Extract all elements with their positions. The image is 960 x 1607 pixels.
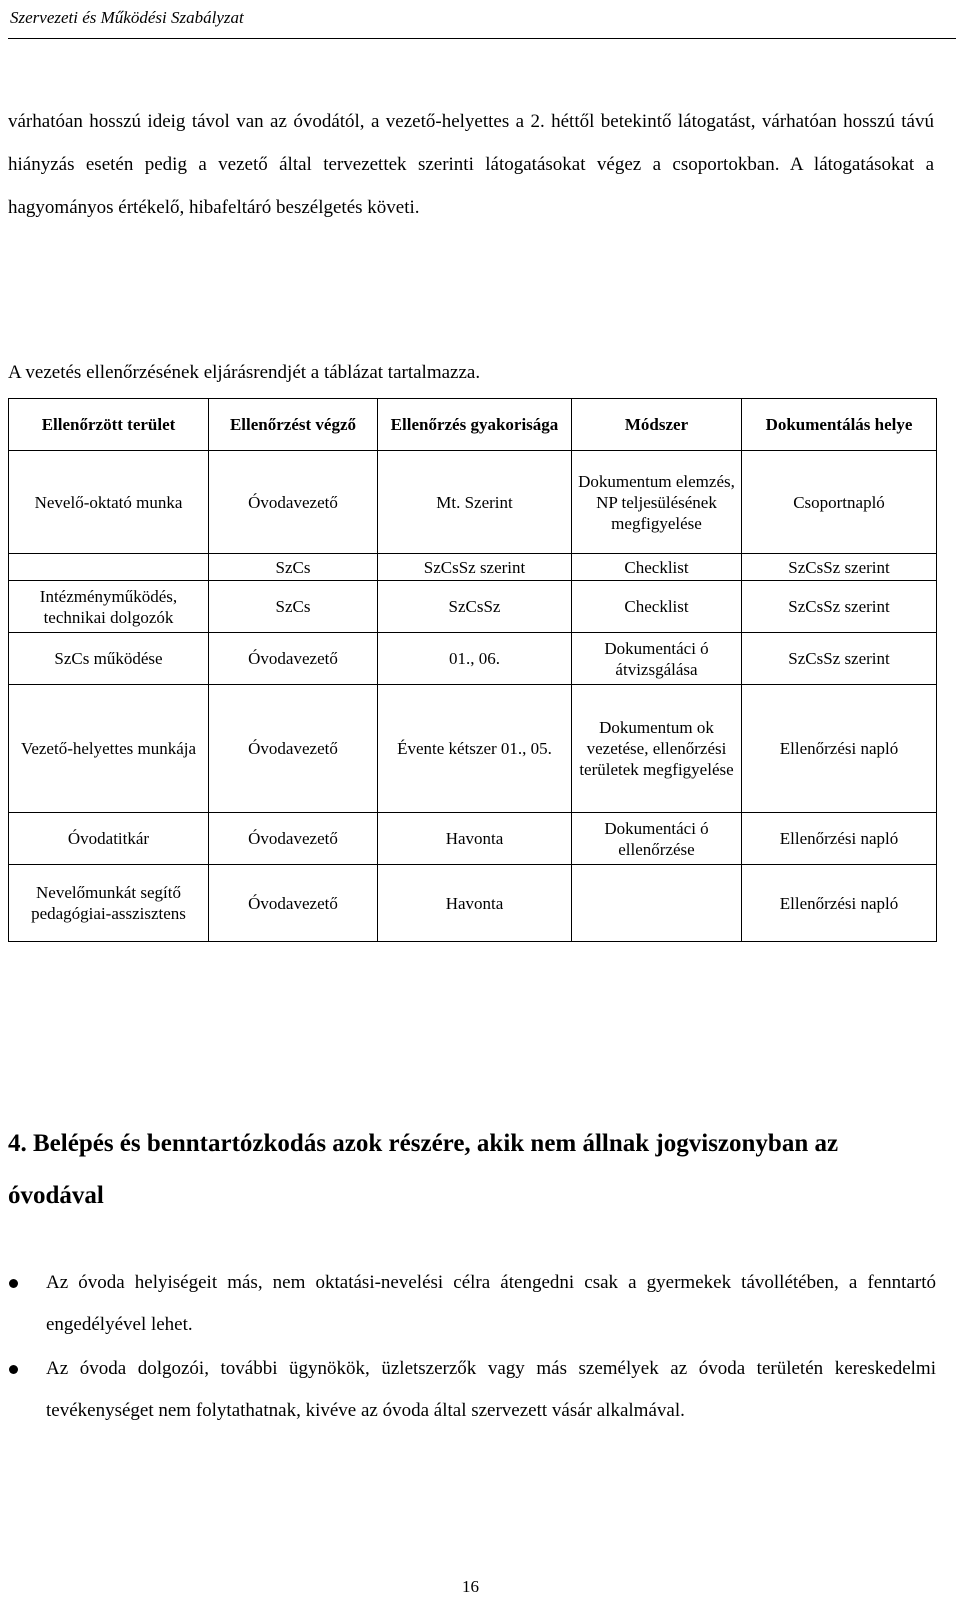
control-table [8,398,937,942]
table-cell: Óvodavezető [209,633,378,685]
bullet-icon [9,1279,18,1288]
bullet-list [0,1262,936,1434]
table-cell: SzCsSz szerint [742,554,937,581]
table-cell: Óvodatitkár [9,813,209,865]
table-cell [9,554,209,581]
table-header-cell: Ellenőrzött terület [9,399,209,451]
table-cell: SzCsSz szerint [742,633,937,685]
table-cell: Ellenőrzési napló [742,865,937,942]
table-cell: Évente kétszer 01., 05. [378,685,572,813]
table-cell: Óvodavezető [209,685,378,813]
table-cell: Nevelő-oktató munka [9,451,209,554]
table-header-cell: Ellenőrzést végző [209,399,378,451]
table-cell: SzCs működése [9,633,209,685]
table-cell: SzCs [209,554,378,581]
table-cell: Havonta [378,865,572,942]
table-header-cell: Ellenőrzés gyakorisága [378,399,572,451]
table-cell: Csoportnapló [742,451,937,554]
table-cell: Dokumentáci ó ellenőrzése [572,813,742,865]
table-cell: Checklist [572,581,742,633]
list-item-text: Az óvoda helyiségeit más, nem oktatási-nevelési célra átengedni csak a gyermekek távollétében, a fenntartó engedélyével lehet. [46,1272,936,1335]
table-row [9,554,937,581]
table-cell: Havonta [378,813,572,865]
page-header [8,0,956,39]
table-cell: Nevelőmunkát segítő pedagógiai-asszisztens [9,865,209,942]
table-cell: SzCsSz [378,581,572,633]
table-cell: Vezető-helyettes munkája [9,685,209,813]
table-header-cell: Módszer [572,399,742,451]
header-title: Szervezeti és Működési Szabályzat [10,8,244,27]
list-item [0,1262,936,1346]
table-cell: Óvodavezető [209,451,378,554]
table-row [9,633,937,685]
table-cell: Óvodavezető [209,813,378,865]
table-cell: Checklist [572,554,742,581]
paragraph: várhatóan hosszú ideig távol van az óvodától, a vezető-helyettes a 2. héttől betekintő látogatást, várhatóan hosszú távú hiányzás esetén pedig a vezető által tervezettek szerinti látogatásokat végez a csoportokban. A látogatásokat a hagyományos értékelő, hibafeltáró beszélgetés követi. [8,111,934,218]
table-row [9,865,937,942]
table-cell: Ellenőrzési napló [742,813,937,865]
table-intro: A vezetés ellenőrzésének eljárásrendjét a táblázat tartalmazza. [8,362,481,383]
table-cell: SzCs [209,581,378,633]
table-cell: Intézményműködés, technikai dolgozók [9,581,209,633]
table-row [9,685,937,813]
table-row [9,813,937,865]
table-cell: SzCsSz szerint [742,581,937,633]
list-item-text: Az óvoda dolgozói, további ügynökök, üzletszerzők vagy más személyek az óvoda területén kereskedelmi tevékenységet nem folytathatnak, kivéve az óvoda által szervezett vásár alkalmával. [46,1358,936,1421]
table-row [9,451,937,554]
table-cell: Dokumentum elemzés, NP teljesülésének megfigyelése [572,451,742,554]
section-heading: 4. Belépés és benntartózkodás azok részére, akik nem állnak jogviszonyban az óvodával [8,1130,839,1209]
table-cell: Ellenőrzési napló [742,685,937,813]
table-cell [572,865,742,942]
page-number: 16 [462,1577,479,1596]
table-cell: Dokumentáci ó átvizsgálása [572,633,742,685]
table-row [9,581,937,633]
table-cell: Óvodavezető [209,865,378,942]
table-cell: SzCsSz szerint [378,554,572,581]
bullet-icon [9,1365,18,1374]
table-cell: Dokumentum ok vezetése, ellenőrzési területek megfigyelése [572,685,742,813]
table-cell: Mt. Szerint [378,451,572,554]
table-header-row [9,399,937,451]
list-item [0,1348,936,1432]
table-cell: 01., 06. [378,633,572,685]
table-header-cell: Dokumentálás helye [742,399,937,451]
